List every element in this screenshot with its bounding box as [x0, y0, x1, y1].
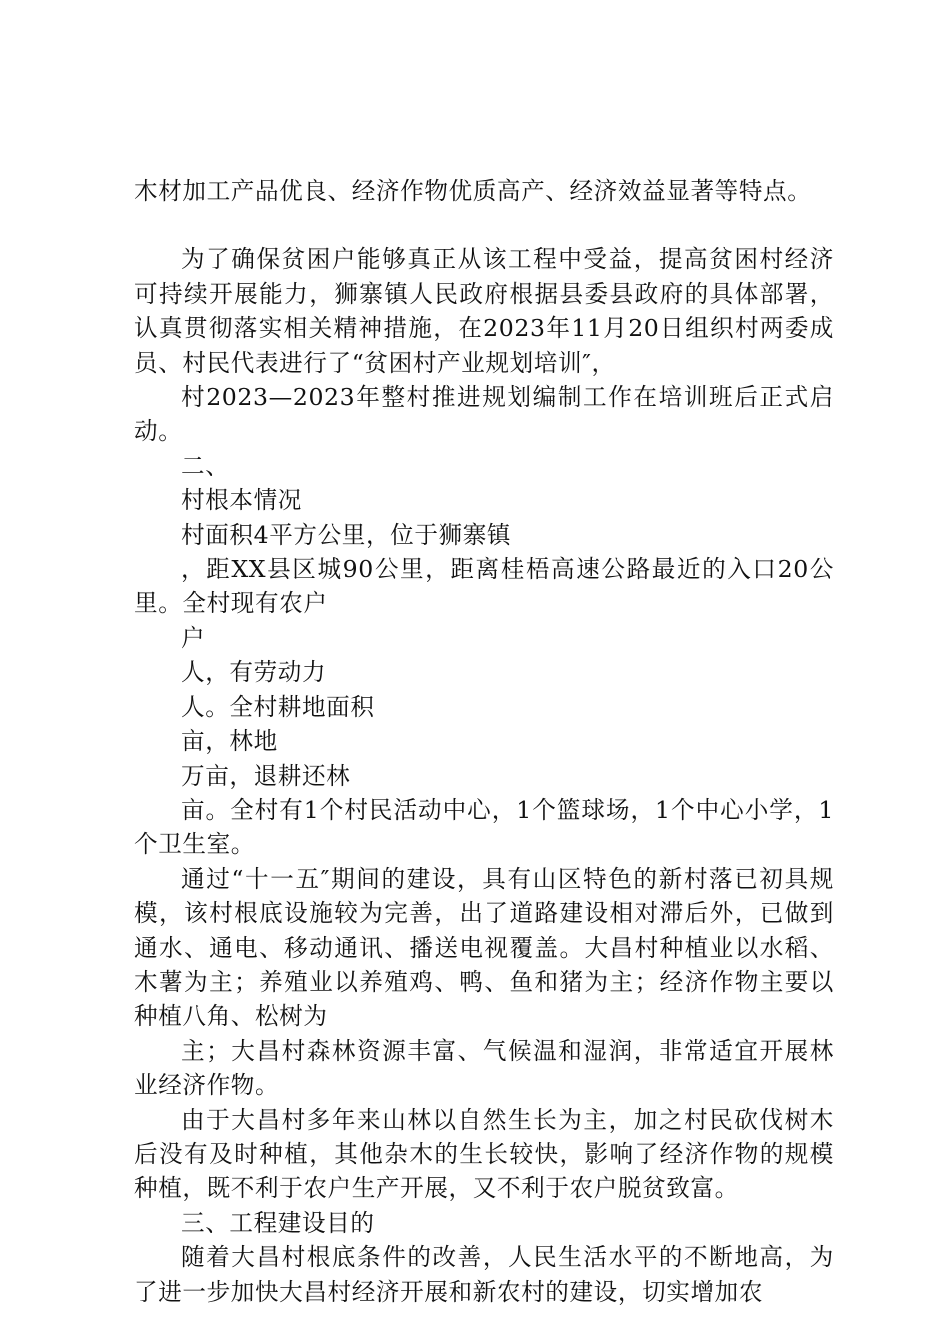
paragraph-area: 村面积4平方公里，位于狮寨镇 — [181, 520, 512, 549]
paragraph-population: 人，有劳动力 — [181, 658, 327, 687]
paragraph-facilities: 亩。全村有1个村民活动中心，1个篮球场，1个中心小学，1个卫生室。 — [134, 795, 834, 859]
paragraph-forest-resources: 主；大昌村森林资源丰富、气候温和湿润，非常适宜开展林业经济作物。 — [134, 1036, 834, 1100]
paragraph-purpose: 随着大昌村根底条件的改善，人民生活水平的不断地高，为了进一步加快大昌村经济开展和新农村的建设，切实增加农 — [134, 1243, 834, 1306]
section-heading-project-purpose: 三、工程建设目的 — [181, 1208, 375, 1237]
paragraph-distance: ，距XX县区城90公里，距离桂梧高速公路最近的入口20公里。全村现有农户 — [134, 555, 834, 618]
section-number-two: 二、 — [181, 451, 230, 480]
paragraph-continuation: 木材加工产品优良、经济作物优质高产、经济效益显著等特点。 — [134, 177, 812, 205]
paragraph-plan-start: 村2023—2023年整村推进规划编制工作在培训班后正式启动。 — [134, 383, 834, 446]
paragraph-forest: 亩，林地 — [181, 727, 278, 756]
paragraph-farmland: 人。全村耕地面积 — [181, 692, 375, 721]
paragraph-problems: 由于大昌村多年来山林以自然生长为主，加之村民砍伐树木后没有及时种植，其他杂木的生长较快，影响了经济作物的规模种植，既不利于农户生产开展，又不利于农户脱贫致富。 — [134, 1105, 834, 1203]
section-heading-basic-info: 村根本情况 — [181, 486, 302, 515]
paragraph-households: 户 — [181, 623, 206, 652]
paragraph-training: 为了确保贫困户能够真正从该工程中受益，提高贫困村经济可持续开展能力，狮寨镇人民政府根据县委县政府的具体部署，认真贯彻落实相关精神措施，在2023年11月20日组织村两委成员、村民代表进行了“贫困村产业规划培训″， — [134, 245, 834, 377]
document-body — [134, 174, 834, 1309]
paragraph-construction: 通过“十一五″期间的建设，具有山区特色的新村落已初具规模，该村根底设施较为完善，出了道路建设相对滞后外，已做到通水、通电、移动通讯、播送电视覆盖。大昌村种植业以水稻、木薯为主；养殖业以养殖鸡、鸭、鱼和猪为主；经济作物主要以种植八角、松树为 — [134, 864, 834, 1031]
paragraph-reforestation: 万亩，退耕还林 — [181, 761, 351, 790]
